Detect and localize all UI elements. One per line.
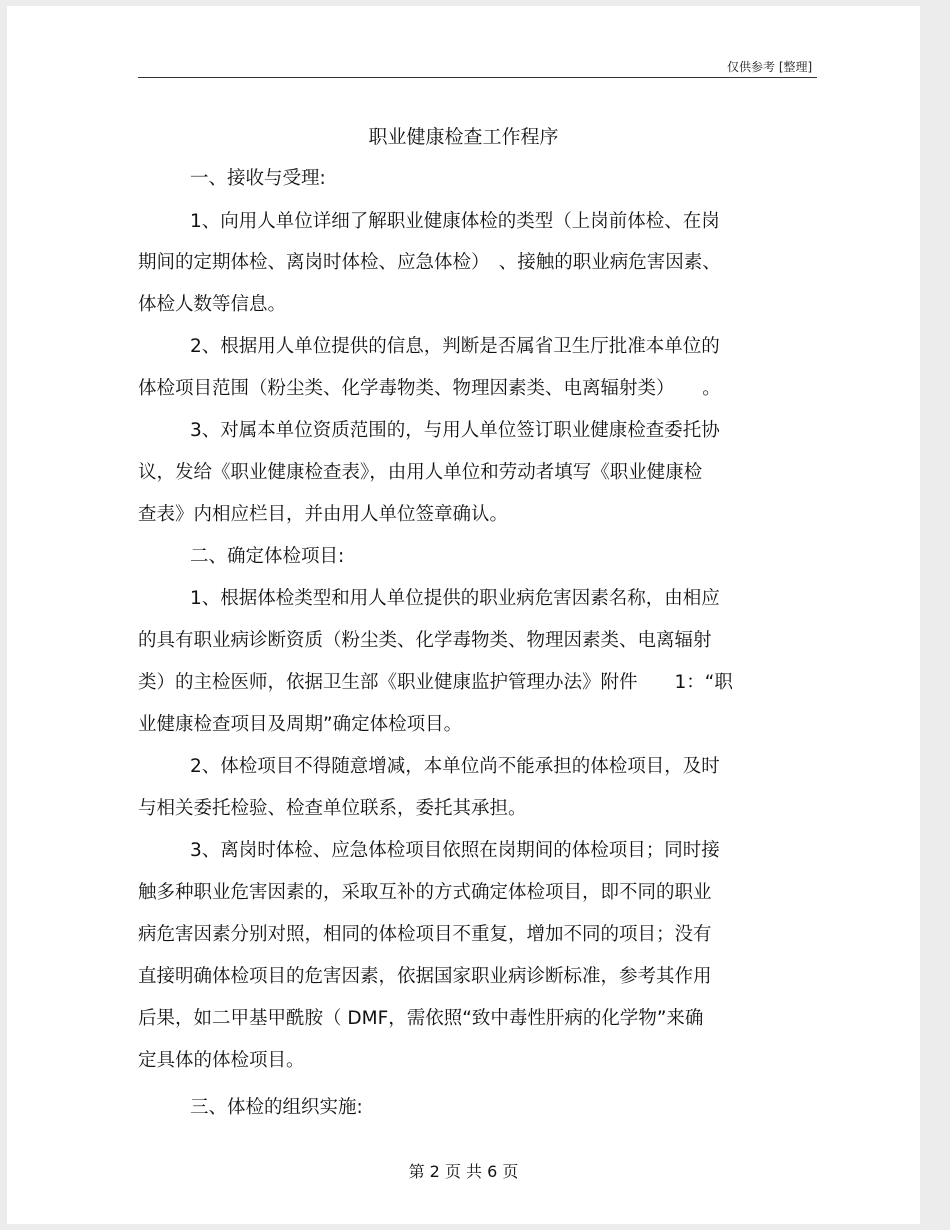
paragraph-line: 的具有职业病诊断资质（粉尘类、化学毒物类、物理因素类、电离辐射 [138,630,712,651]
paragraph-line: 体检人数等信息。 [138,294,287,315]
section-heading: 一、接收与受理: [190,168,326,189]
paragraph-line: 病危害因素分别对照，相同的体检项目不重复，增加不同的项目；没有 [138,924,712,945]
section-heading: 二、确定体检项目: [190,546,345,567]
paragraph-line: 1、向用人单位详细了解职业健康体检的类型（上岗前体检、在岗 [190,211,720,232]
paragraph-line: 类）的主检医师，依据卫生部《职业健康监护管理办法》附件 1：“职 [138,672,733,693]
paragraph-line: 1、根据体检类型和用人单位提供的职业病危害因素名称，由相应 [190,588,720,609]
paragraph-line: 2、根据用人单位提供的信息，判断是否属省卫生厅批准本单位的 [190,336,720,357]
paragraph-line: 3、离岗时体检、应急体检项目依照在岗期间的体检项目；同时接 [190,840,720,861]
paragraph-line: 直接明确体检项目的危害因素，依据国家职业病诊断标准，参考其作用 [138,966,712,987]
page-title: 职业健康检查工作程序 [368,126,559,148]
paragraph-line: 体检项目范围（粉尘类、化学毒物类、物理因素类、电离辐射类） 。 [138,378,721,399]
paragraph-line: 议，发给《职业健康检查表》，由用人单位和劳动者填写《职业健康检 [138,462,703,483]
section-heading: 三、体检的组织实施: [190,1097,363,1118]
paragraph-line: 3、对属本单位资质范围的，与用人单位签订职业健康检查委托协 [190,420,720,441]
paragraph-line: 2、体检项目不得随意增减，本单位尚不能承担的体检项目，及时 [190,756,720,777]
paragraph-line: 业健康检查项目及周期”确定体检项目。 [138,714,463,735]
paragraph-line: 查表》内相应栏目，并由用人单位签章确认。 [138,504,509,525]
header-rule [138,77,817,78]
page-footer: 第 2 页 共 6 页 [408,1162,519,1181]
paragraph-line: 与相关委托检验、检查单位联系，委托其承担。 [138,798,527,819]
paragraph-line: 期间的定期体检、离岗时体检、应急体检） 、接触的职业病危害因素、 [138,252,721,273]
document-page [7,6,920,1224]
paragraph-line: 后果，如二甲基甲酰胺（ DMF，需依照“致中毒性肝病的化学物”来确 [138,1008,704,1029]
header-note: 仅供参考 [整理] [727,60,813,74]
paragraph-line: 触多种职业危害因素的，采取互补的方式确定体检项目，即不同的职业 [138,882,712,903]
paragraph-line: 定具体的体检项目。 [138,1050,305,1071]
